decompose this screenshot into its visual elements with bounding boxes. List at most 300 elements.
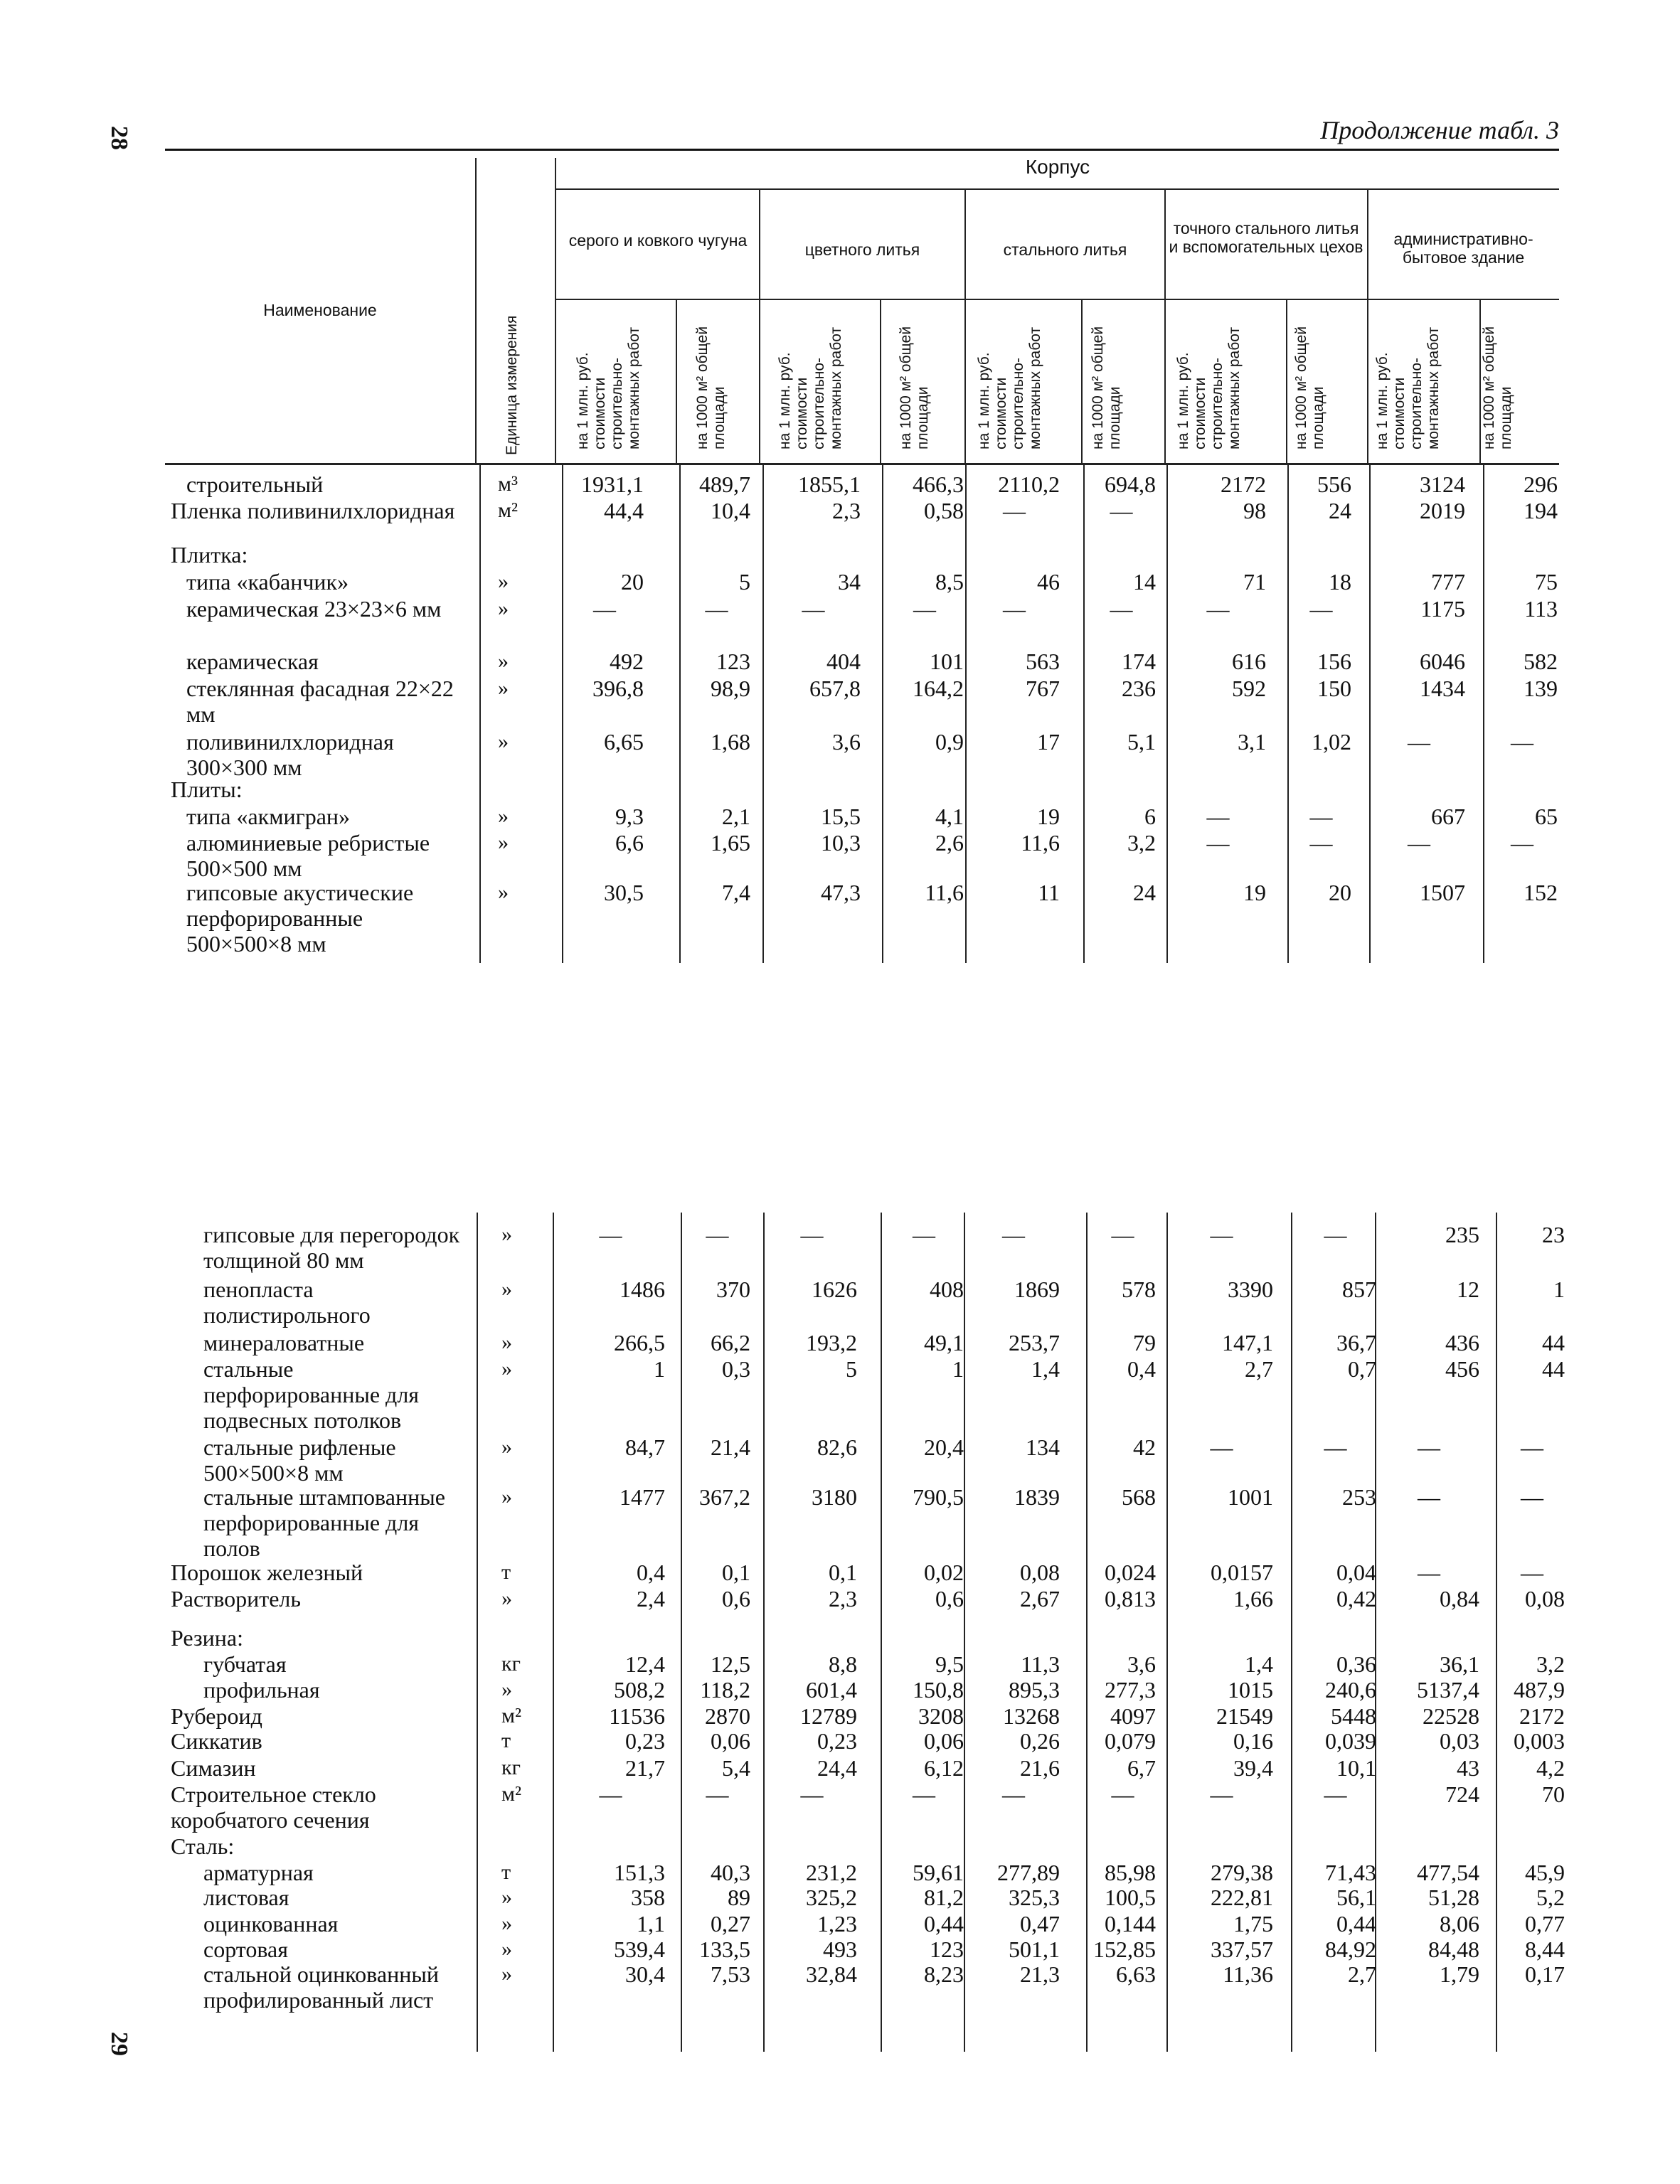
row-value: 10,4 bbox=[711, 498, 750, 523]
row-value: 36,1 bbox=[1440, 1651, 1479, 1677]
sub-rule-3 bbox=[1081, 299, 1083, 464]
row-value: 487,9 bbox=[1514, 1677, 1565, 1703]
row-value: 20,4 bbox=[924, 1434, 964, 1460]
row-value: 5,1 bbox=[1127, 729, 1156, 755]
row-unit: м² bbox=[498, 499, 518, 522]
row-value: 0,06 bbox=[924, 1728, 964, 1754]
row-value: 616 bbox=[1232, 649, 1266, 674]
row-value: — bbox=[1521, 1484, 1543, 1510]
row-value: — bbox=[913, 1222, 935, 1247]
row-value: — bbox=[802, 596, 825, 622]
body2-rule bbox=[1496, 1213, 1497, 2052]
body2-rule bbox=[964, 1213, 965, 2052]
row-value: 152,85 bbox=[1093, 1937, 1156, 1962]
row-value: 0,44 bbox=[1336, 1911, 1376, 1937]
row-value: 0,9 bbox=[935, 729, 964, 755]
row-value: 98,9 bbox=[711, 676, 750, 701]
row-value: 563 bbox=[1026, 649, 1060, 674]
row-value: 277,89 bbox=[997, 1860, 1060, 1885]
row-value: 4,1 bbox=[935, 804, 964, 829]
group-header-1: серого и ковкого чугуна bbox=[568, 231, 748, 250]
row-unit: » bbox=[498, 570, 509, 593]
row-value: — bbox=[913, 1781, 935, 1807]
row-value: — bbox=[1002, 1222, 1025, 1247]
row-value: 0,039 bbox=[1325, 1728, 1376, 1754]
row-value: 1486 bbox=[620, 1277, 665, 1302]
row-value: 39,4 bbox=[1233, 1755, 1273, 1781]
row-value: 6046 bbox=[1420, 649, 1465, 674]
row-value: — bbox=[913, 596, 936, 622]
row-name: стальные штампованные перфорированные для полов bbox=[203, 1484, 445, 1561]
group-rule bbox=[556, 299, 1559, 300]
row-value: 22528 bbox=[1423, 1703, 1479, 1729]
row-value: 12789 bbox=[800, 1703, 857, 1729]
row-unit: т bbox=[501, 1860, 511, 1884]
row-value: 139 bbox=[1524, 676, 1558, 701]
row-unit: » bbox=[501, 1485, 512, 1508]
row-value: 477,54 bbox=[1417, 1860, 1479, 1885]
row-value: 1,66 bbox=[1233, 1586, 1273, 1612]
row-value: 21549 bbox=[1216, 1703, 1273, 1729]
unit-col-rule-left bbox=[475, 158, 477, 464]
row-value: 21,4 bbox=[711, 1434, 750, 1460]
row-value: 3,2 bbox=[1127, 830, 1156, 856]
row-value: 0,6 bbox=[722, 1586, 750, 1612]
row-value: 8,06 bbox=[1440, 1911, 1479, 1937]
row-value: 1855,1 bbox=[798, 472, 861, 497]
row-name: пенопласта полистирольного bbox=[203, 1277, 371, 1328]
row-unit: м³ bbox=[498, 472, 518, 496]
row-value: 79 bbox=[1133, 1330, 1156, 1355]
row-value: 2019 bbox=[1420, 498, 1465, 523]
row-value: 6 bbox=[1144, 804, 1156, 829]
row-value: 1931,1 bbox=[581, 472, 644, 497]
row-name: стальные перфорированные для подвесных потолков bbox=[203, 1356, 419, 1433]
row-value: 71,43 bbox=[1325, 1860, 1376, 1885]
row-value: 1001 bbox=[1228, 1484, 1273, 1510]
row-value: 49,1 bbox=[924, 1330, 964, 1355]
row-value: 325,2 bbox=[806, 1885, 857, 1910]
row-unit: » bbox=[501, 1678, 512, 1701]
row-value: 2870 bbox=[705, 1703, 750, 1729]
row-name: Растворитель bbox=[171, 1586, 301, 1612]
row-value: 44,4 bbox=[604, 498, 644, 523]
row-value: 19 bbox=[1243, 880, 1266, 905]
row-value: 0,23 bbox=[625, 1728, 665, 1754]
table-caption: Продолжение табл. 3 bbox=[1320, 116, 1559, 144]
row-value: 1477 bbox=[620, 1484, 665, 1510]
row-value: — bbox=[1003, 498, 1026, 523]
row-value: 1015 bbox=[1228, 1677, 1273, 1703]
row-value: 5 bbox=[846, 1356, 857, 1382]
row-name: стальные рифленые 500×500×8 мм bbox=[203, 1434, 396, 1486]
row-unit: » bbox=[498, 649, 509, 673]
row-value: — bbox=[1324, 1781, 1347, 1807]
row-value: 34 bbox=[838, 569, 861, 595]
row-value: 240,6 bbox=[1325, 1677, 1376, 1703]
row-value: 0,04 bbox=[1336, 1560, 1376, 1585]
row-unit: » bbox=[501, 1222, 512, 1246]
row-value: 9,5 bbox=[935, 1651, 964, 1677]
sub-header-b3: на 1000 м² общей площади bbox=[1090, 326, 1123, 449]
row-value: — bbox=[1324, 1434, 1347, 1460]
row-unit: » bbox=[501, 1912, 512, 1935]
row-value: 0,1 bbox=[829, 1560, 857, 1585]
row-value: 194 bbox=[1524, 498, 1558, 523]
row-value: 11,6 bbox=[1021, 830, 1060, 856]
row-value: 174 bbox=[1122, 649, 1156, 674]
row-value: — bbox=[1324, 1222, 1347, 1247]
row-unit: » bbox=[501, 1331, 512, 1354]
row-value: 36,7 bbox=[1336, 1330, 1376, 1355]
sub-rule-1 bbox=[676, 299, 677, 464]
row-value: 724 bbox=[1445, 1781, 1479, 1807]
row-value: 266,5 bbox=[614, 1330, 665, 1355]
row-value: 1 bbox=[654, 1356, 665, 1382]
row-value: 2,3 bbox=[829, 1586, 857, 1612]
row-name: Рубероид bbox=[171, 1703, 262, 1729]
row-name: алюминиевые ребристые 500×500 мм bbox=[186, 830, 430, 881]
body1-rule bbox=[679, 465, 681, 963]
row-value: 0,77 bbox=[1525, 1911, 1565, 1937]
page-number-bottom: 29 bbox=[106, 2032, 132, 2056]
row-value: — bbox=[1511, 729, 1533, 755]
row-value: 56,1 bbox=[1336, 1885, 1376, 1910]
row-value: 21,6 bbox=[1020, 1755, 1060, 1781]
row-value: 150 bbox=[1317, 676, 1351, 701]
row-name: стальной оцинкованный профилированный лист bbox=[203, 1961, 439, 2013]
row-name: гипсовые для перегородок толщиной 80 мм bbox=[203, 1222, 460, 1273]
row-value: 6,7 bbox=[1127, 1755, 1156, 1781]
row-value: 0,58 bbox=[924, 498, 964, 523]
row-value: 2,4 bbox=[637, 1586, 665, 1612]
row-value: — bbox=[1521, 1560, 1543, 1585]
row-value: 101 bbox=[930, 649, 964, 674]
row-name: Плиты: bbox=[171, 777, 243, 802]
row-value: 3180 bbox=[812, 1484, 857, 1510]
row-value: 0,024 bbox=[1105, 1560, 1156, 1585]
row-value: 65 bbox=[1535, 804, 1558, 829]
row-value: 1,75 bbox=[1233, 1911, 1273, 1937]
row-value: 46 bbox=[1037, 569, 1060, 595]
row-value: 0,079 bbox=[1105, 1728, 1156, 1754]
row-value: 47,3 bbox=[821, 880, 861, 905]
row-value: — bbox=[599, 1781, 622, 1807]
sub-rule-2 bbox=[880, 299, 881, 464]
page-number-top: 28 bbox=[106, 126, 132, 150]
row-unit: м² bbox=[501, 1782, 521, 1806]
group-rule-5 bbox=[1367, 189, 1368, 464]
row-value: 337,57 bbox=[1211, 1937, 1273, 1962]
row-value: 17 bbox=[1037, 729, 1060, 755]
row-value: 8,23 bbox=[924, 1961, 964, 1987]
group-header-3: стального литья bbox=[1003, 240, 1127, 259]
row-value: 253,7 bbox=[1009, 1330, 1060, 1355]
sub-header-b2: на 1000 м² общей площади bbox=[898, 326, 931, 449]
body1-rule bbox=[882, 465, 883, 963]
row-value: 14 bbox=[1133, 569, 1156, 595]
row-value: 1,4 bbox=[1245, 1651, 1273, 1677]
row-value: 0,84 bbox=[1440, 1586, 1479, 1612]
row-value: 1434 bbox=[1420, 676, 1465, 701]
row-value: — bbox=[1521, 1434, 1543, 1460]
row-value: 2172 bbox=[1221, 472, 1266, 497]
header-bottom-rule bbox=[165, 463, 1559, 465]
row-value: 539,4 bbox=[614, 1937, 665, 1962]
row-value: 396,8 bbox=[592, 676, 644, 701]
row-value: 134 bbox=[1026, 1434, 1060, 1460]
row-value: 492 bbox=[610, 649, 644, 674]
row-value: 12,4 bbox=[625, 1651, 665, 1677]
row-unit: » bbox=[498, 880, 509, 904]
row-value: 0,7 bbox=[1348, 1356, 1376, 1382]
row-value: 0,08 bbox=[1020, 1560, 1060, 1585]
row-value: 493 bbox=[823, 1937, 857, 1962]
row-value: 0,4 bbox=[1127, 1356, 1156, 1382]
row-value: 582 bbox=[1524, 649, 1558, 674]
row-value: 3208 bbox=[918, 1703, 964, 1729]
row-value: 222,81 bbox=[1211, 1885, 1273, 1910]
row-value: 12,5 bbox=[711, 1651, 750, 1677]
row-value: — bbox=[1210, 1434, 1233, 1460]
row-value: 0,17 bbox=[1525, 1961, 1565, 1987]
row-name: Симазин bbox=[171, 1755, 256, 1781]
row-value: 0,6 bbox=[935, 1586, 964, 1612]
row-value: 2,1 bbox=[722, 804, 750, 829]
row-name: Пленка поливинилхлоридная bbox=[171, 498, 455, 523]
row-value: 9,3 bbox=[615, 804, 644, 829]
row-value: 156 bbox=[1317, 649, 1351, 674]
row-name: профильная bbox=[203, 1677, 320, 1703]
row-unit: м² bbox=[501, 1704, 521, 1727]
row-value: 777 bbox=[1431, 569, 1465, 595]
row-value: 11,36 bbox=[1223, 1961, 1273, 1987]
row-value: 1,68 bbox=[711, 729, 750, 755]
row-name: минераловатные bbox=[203, 1330, 365, 1355]
row-unit: » bbox=[498, 831, 509, 854]
row-value: — bbox=[1111, 1781, 1134, 1807]
row-value: 1,02 bbox=[1312, 729, 1351, 755]
row-value: 601,4 bbox=[806, 1677, 857, 1703]
row-value: 30,4 bbox=[625, 1961, 665, 1987]
body1-rule bbox=[1287, 465, 1289, 963]
row-value: 5 bbox=[739, 569, 750, 595]
row-value: 2,67 bbox=[1020, 1586, 1060, 1612]
body1-rule bbox=[965, 465, 967, 963]
row-value: 84,7 bbox=[625, 1434, 665, 1460]
row-unit: кг bbox=[501, 1756, 521, 1779]
row-value: 84,48 bbox=[1428, 1937, 1479, 1962]
row-value: 1 bbox=[1553, 1277, 1565, 1302]
row-value: 113 bbox=[1524, 596, 1558, 622]
row-unit: » bbox=[501, 1885, 512, 1909]
row-unit: » bbox=[501, 1937, 512, 1961]
row-value: 253 bbox=[1342, 1484, 1376, 1510]
row-value: 0,0157 bbox=[1211, 1560, 1273, 1585]
sub-rule-4 bbox=[1286, 299, 1287, 464]
body2-rule bbox=[553, 1213, 554, 2052]
row-value: 123 bbox=[930, 1937, 964, 1962]
row-value: 118,2 bbox=[700, 1677, 750, 1703]
row-value: 8,8 bbox=[829, 1651, 857, 1677]
row-value: 24 bbox=[1133, 880, 1156, 905]
body1-rule bbox=[1166, 465, 1168, 963]
body1-rule bbox=[1483, 465, 1484, 963]
row-value: 236 bbox=[1122, 676, 1156, 701]
row-value: 100,5 bbox=[1105, 1885, 1156, 1910]
row-value: 10,1 bbox=[1336, 1755, 1376, 1781]
group-rule-3 bbox=[964, 189, 966, 464]
row-value: 1839 bbox=[1014, 1484, 1060, 1510]
row-value: 18 bbox=[1329, 569, 1351, 595]
row-value: 0,003 bbox=[1514, 1728, 1565, 1754]
row-value: 43 bbox=[1457, 1755, 1479, 1781]
row-value: 23 bbox=[1542, 1222, 1565, 1247]
row-value: 508,2 bbox=[614, 1677, 665, 1703]
row-value: 0,4 bbox=[637, 1560, 665, 1585]
row-value: — bbox=[1002, 1781, 1025, 1807]
row-value: 6,6 bbox=[615, 830, 644, 856]
row-unit: кг bbox=[501, 1652, 521, 1676]
row-unit: » bbox=[501, 1435, 512, 1459]
row-value: 694,8 bbox=[1105, 472, 1156, 497]
row-name: керамическая bbox=[186, 649, 319, 674]
body2-rule bbox=[477, 1213, 478, 2052]
row-value: 3,6 bbox=[1127, 1651, 1156, 1677]
row-value: 578 bbox=[1122, 1277, 1156, 1302]
body1-rule bbox=[562, 465, 563, 963]
row-value: 4,2 bbox=[1536, 1755, 1565, 1781]
row-unit: » bbox=[501, 1277, 512, 1301]
row-value: 84,92 bbox=[1325, 1937, 1376, 1962]
corpus-rule bbox=[556, 188, 1559, 190]
row-value: 0,813 bbox=[1105, 1586, 1156, 1612]
row-value: 5137,4 bbox=[1417, 1677, 1479, 1703]
row-value: 0,3 bbox=[722, 1356, 750, 1382]
row-value: 767 bbox=[1026, 676, 1060, 701]
row-value: 0,144 bbox=[1105, 1911, 1156, 1937]
row-value: 70 bbox=[1542, 1781, 1565, 1807]
row-value: 4097 bbox=[1110, 1703, 1156, 1729]
row-value: 1 bbox=[952, 1356, 964, 1382]
row-name: сортовая bbox=[203, 1937, 288, 1962]
row-value: — bbox=[1206, 596, 1230, 622]
row-value: 592 bbox=[1232, 676, 1266, 701]
row-value: 89 bbox=[728, 1885, 750, 1910]
row-value: 81,2 bbox=[924, 1885, 964, 1910]
row-value: 3124 bbox=[1420, 472, 1465, 497]
row-value: 0,42 bbox=[1336, 1586, 1376, 1612]
row-value: 98 bbox=[1243, 498, 1266, 523]
group-header-4: точного стального литья и вспомогательных цехов bbox=[1169, 219, 1363, 256]
row-value: 21,3 bbox=[1020, 1961, 1060, 1987]
row-value: 0,44 bbox=[924, 1911, 964, 1937]
row-value: 568 bbox=[1122, 1484, 1156, 1510]
row-unit: » bbox=[501, 1587, 512, 1610]
row-value: 71 bbox=[1243, 569, 1266, 595]
row-value: 2,7 bbox=[1348, 1961, 1376, 1987]
row-unit: » bbox=[498, 676, 509, 700]
row-value: 0,02 bbox=[924, 1560, 964, 1585]
row-value: 147,1 bbox=[1222, 1330, 1273, 1355]
row-value: 164,2 bbox=[913, 676, 964, 701]
row-value: 6,65 bbox=[604, 729, 644, 755]
row-value: 277,3 bbox=[1105, 1677, 1156, 1703]
row-value: 2,7 bbox=[1245, 1356, 1273, 1382]
row-value: — bbox=[593, 596, 616, 622]
row-name: Строительное стекло коробчатого сечения bbox=[171, 1781, 376, 1833]
group-rule-4 bbox=[1164, 189, 1166, 464]
corpus-header: Корпус bbox=[1025, 156, 1090, 178]
row-value: 59,61 bbox=[913, 1860, 964, 1885]
row-value: 133,5 bbox=[699, 1937, 750, 1962]
sub-header-b4: на 1000 м² общей площади bbox=[1293, 326, 1327, 449]
body1-rule bbox=[479, 465, 481, 963]
row-value: 152 bbox=[1524, 880, 1558, 905]
row-value: 0,1 bbox=[722, 1560, 750, 1585]
row-value: 1,1 bbox=[637, 1911, 665, 1937]
row-value: 12 bbox=[1457, 1277, 1479, 1302]
row-value: 1,65 bbox=[711, 830, 750, 856]
row-value: 657,8 bbox=[809, 676, 861, 701]
row-value: 0,06 bbox=[711, 1728, 750, 1754]
row-value: 19 bbox=[1037, 804, 1060, 829]
row-value: 150,8 bbox=[913, 1677, 964, 1703]
row-unit: » bbox=[501, 1357, 512, 1380]
header-top-rule bbox=[165, 149, 1559, 151]
row-name: листовая bbox=[203, 1885, 289, 1910]
row-value: — bbox=[1110, 596, 1133, 622]
row-value: 42 bbox=[1133, 1434, 1156, 1460]
row-value: 24,4 bbox=[817, 1755, 857, 1781]
row-name: поливинилхлоридная 300×300 мм bbox=[186, 729, 394, 780]
unit-column-header: Единица измерения bbox=[504, 315, 520, 455]
row-value: 20 bbox=[621, 569, 644, 595]
row-name: арматурная bbox=[203, 1860, 314, 1885]
row-value: 30,5 bbox=[604, 880, 644, 905]
row-value: 5,4 bbox=[722, 1755, 750, 1781]
row-value: 5,2 bbox=[1536, 1885, 1565, 1910]
name-column-header: Наименование bbox=[263, 301, 377, 319]
row-name: Сталь: bbox=[171, 1833, 235, 1859]
row-value: — bbox=[1111, 1222, 1134, 1247]
row-value: 75 bbox=[1535, 569, 1558, 595]
body1-rule bbox=[762, 465, 764, 963]
row-value: 6,12 bbox=[924, 1755, 964, 1781]
row-value: 1,79 bbox=[1440, 1961, 1479, 1987]
row-name: гипсовые акустические перфорированные 500×500×8 мм bbox=[186, 880, 414, 957]
row-name: стеклянная фасадная 22×22 мм bbox=[186, 676, 454, 727]
row-unit: » bbox=[498, 730, 509, 753]
row-value: — bbox=[1408, 830, 1430, 856]
row-value: — bbox=[800, 1222, 824, 1247]
row-value: 193,2 bbox=[806, 1330, 857, 1355]
row-value: 13268 bbox=[1003, 1703, 1060, 1729]
row-name: Плитка: bbox=[171, 542, 248, 568]
body2-rule bbox=[1166, 1213, 1168, 2052]
row-value: 3390 bbox=[1228, 1277, 1273, 1302]
body2-rule bbox=[1291, 1213, 1292, 2052]
unit-col-rule-right bbox=[555, 158, 556, 464]
row-value: 1,4 bbox=[1031, 1356, 1060, 1382]
row-value: 20 bbox=[1329, 880, 1351, 905]
row-name: Сиккатив bbox=[171, 1728, 262, 1754]
row-value: — bbox=[1210, 1781, 1233, 1807]
row-value: 40,3 bbox=[711, 1860, 750, 1885]
row-value: 895,3 bbox=[1009, 1677, 1060, 1703]
row-value: — bbox=[1309, 804, 1333, 829]
row-value: 667 bbox=[1431, 804, 1465, 829]
